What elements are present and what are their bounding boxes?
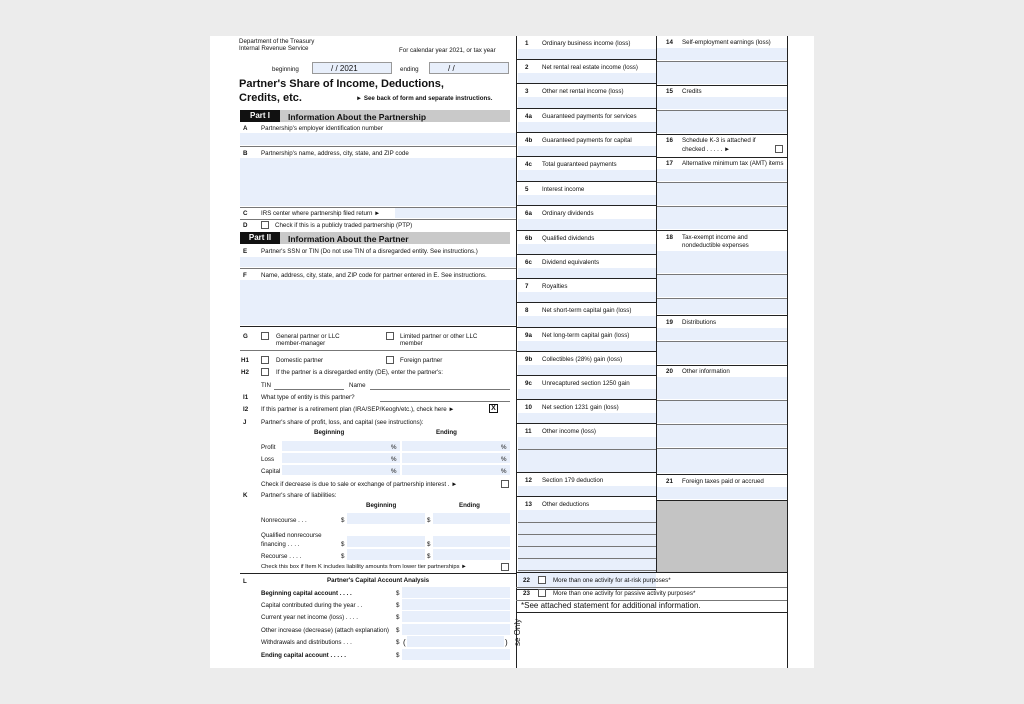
box-15-field[interactable] xyxy=(657,97,787,109)
box-12 xyxy=(517,473,656,497)
box-19-field[interactable] xyxy=(657,328,787,340)
box-21-label: Foreign taxes paid or accrued xyxy=(682,478,764,485)
box-1-label: Ordinary business income (loss) xyxy=(542,40,631,47)
box-12-field[interactable] xyxy=(518,486,656,496)
letter-e: E xyxy=(243,248,248,255)
label-k: Partner's share of liabilities: xyxy=(261,492,337,499)
box-6b-field[interactable] xyxy=(518,244,656,254)
letter-a: A xyxy=(243,125,248,132)
label-i1: What type of entity is this partner? xyxy=(261,394,355,401)
beginning-capital-field[interactable] xyxy=(402,587,510,598)
capital-label: Capital xyxy=(261,468,281,475)
paren-close: ) xyxy=(505,638,508,647)
box-6a-label: Ordinary dividends xyxy=(542,210,594,217)
rule xyxy=(657,474,787,475)
label-e: Partner's SSN or TIN (Do not use TIN of a disregarded entity. See instructions.) xyxy=(261,248,478,255)
letter-k: K xyxy=(243,492,248,499)
box-14-label: Self-employment earnings (loss) xyxy=(682,39,771,46)
dollar-sign: $ xyxy=(427,517,431,524)
part1-label: Part I xyxy=(240,110,280,122)
box-4c xyxy=(517,157,656,182)
rule xyxy=(657,157,787,158)
box-20-field-3[interactable] xyxy=(657,425,787,447)
disregarded-entity-checkbox[interactable] xyxy=(261,368,269,376)
box-9b-number: 9b xyxy=(525,356,533,363)
j-decrease-checkbox[interactable] xyxy=(501,480,509,488)
ending-label: ending xyxy=(400,66,419,73)
schedule-k3-checkbox[interactable] xyxy=(775,145,783,153)
box-14-field[interactable] xyxy=(657,48,787,60)
pct-sign: % xyxy=(391,456,397,463)
rule xyxy=(518,558,656,559)
l-row-withdrawals: Withdrawals and distributions . . . xyxy=(261,639,352,646)
box-20-field[interactable] xyxy=(657,377,787,399)
box-17-field[interactable] xyxy=(657,169,787,181)
general-partner-label-2: member-manager xyxy=(276,340,326,347)
rule xyxy=(516,572,788,573)
box-1-number: 1 xyxy=(525,40,529,47)
dollar-sign: $ xyxy=(341,553,345,560)
part2-title: Information About the Partner xyxy=(288,234,409,244)
box-4b-number: 4b xyxy=(525,137,533,144)
box-4b-field[interactable] xyxy=(518,146,656,156)
qualified-label-2: financing . . . . xyxy=(261,541,300,548)
dollar-sign: $ xyxy=(396,614,400,621)
net-income-field[interactable] xyxy=(402,611,510,622)
general-partner-checkbox[interactable] xyxy=(261,332,269,340)
rule xyxy=(516,587,788,588)
part1-header xyxy=(240,110,510,122)
pct-sign: % xyxy=(501,468,507,475)
part1-title: Information About the Partnership xyxy=(288,112,427,122)
j-decrease-label: Check if decrease is due to sale or exchange of partnership interest . ► xyxy=(261,481,458,488)
box-6a-field[interactable] xyxy=(518,219,656,230)
foreign-partner-checkbox[interactable] xyxy=(386,356,394,364)
partner-ssn-field[interactable] xyxy=(240,257,516,267)
box-19-number: 19 xyxy=(666,319,673,326)
box-2-number: 2 xyxy=(525,64,529,71)
box-10-field[interactable] xyxy=(518,413,656,423)
box-9c-field[interactable] xyxy=(518,389,656,399)
rule xyxy=(240,573,516,574)
recourse-label: Recourse . . . . xyxy=(261,553,302,560)
profit-beginning-field[interactable] xyxy=(282,441,400,451)
box-8-label: Net short-term capital gain (loss) xyxy=(542,307,632,314)
box-23-label: More than one activity for passive activity purposes* xyxy=(553,590,696,597)
nonrecourse-label: Nonrecourse . . . xyxy=(261,517,307,524)
box-11-field[interactable] xyxy=(518,437,656,472)
k-lower-tier-checkbox[interactable] xyxy=(501,563,509,571)
box-6a xyxy=(517,206,656,231)
j-beginning-header: Beginning xyxy=(314,429,345,436)
irs-center-field[interactable] xyxy=(395,208,516,218)
part2-label: Part II xyxy=(240,232,280,244)
rule xyxy=(657,315,787,316)
qualified-ending-field[interactable] xyxy=(433,536,510,547)
qualified-beginning-field[interactable] xyxy=(347,536,425,547)
box-6c xyxy=(517,255,656,279)
begin-date-field[interactable] xyxy=(312,62,392,74)
domestic-partner-label: Domestic partner xyxy=(276,357,324,364)
box-15-label: Credits xyxy=(682,88,702,95)
box-7-label: Royalties xyxy=(542,283,568,290)
box-7-number: 7 xyxy=(525,283,529,290)
box-4c-field[interactable] xyxy=(518,170,656,181)
profit-label: Profit xyxy=(261,444,276,451)
box-2-label: Net rental real estate income (loss) xyxy=(542,64,638,71)
box-10-label: Net section 1231 gain (loss) xyxy=(542,404,619,411)
rule xyxy=(240,219,516,220)
box-6b xyxy=(517,231,656,255)
box-9b xyxy=(517,352,656,376)
box-19-label: Distributions xyxy=(682,319,717,326)
box-11 xyxy=(517,424,656,473)
dollar-sign: $ xyxy=(396,627,400,634)
label-f: Name, address, city, state, and ZIP code for partner entered in E. See instructions. xyxy=(261,272,487,279)
box-18-field-3[interactable] xyxy=(657,299,787,314)
box-23-number: 23 xyxy=(523,590,530,597)
box-17-field-3[interactable] xyxy=(657,207,787,229)
profit-ending-field[interactable] xyxy=(402,441,510,451)
box-5 xyxy=(517,182,656,206)
paren-open: ( xyxy=(403,638,406,647)
box-3-field[interactable] xyxy=(518,97,656,108)
box-4b xyxy=(517,133,656,157)
label-j: Partner's share of profit, loss, and capital (see instructions): xyxy=(261,419,424,426)
letter-b: B xyxy=(243,150,248,157)
rule xyxy=(518,522,656,523)
box-13-label: Other deductions xyxy=(542,501,590,508)
right-column-edge xyxy=(787,572,788,668)
limited-partner-label-1: Limited partner or other LLC xyxy=(400,333,478,340)
begin-date-value: / / 2021 xyxy=(331,64,358,73)
label-b: Partnership's name, address, city, state, and ZIP code xyxy=(261,150,409,157)
dollar-sign: $ xyxy=(396,652,400,659)
k-lower-tier-label: Check this box if Item K includes liability amounts from lower tier partnerships ► xyxy=(261,564,467,570)
right-column-edge xyxy=(787,36,788,572)
box-10-number: 10 xyxy=(525,404,532,411)
k-ending-header: Ending xyxy=(459,502,480,509)
box-8-field[interactable] xyxy=(518,316,656,327)
ein-field[interactable] xyxy=(240,133,516,145)
letter-f: F xyxy=(243,272,247,279)
box-4b-label: Guaranteed payments for capital xyxy=(542,137,632,144)
retirement-plan-checkbox[interactable]: X xyxy=(489,404,498,413)
domestic-partner-checkbox[interactable] xyxy=(261,356,269,364)
dollar-sign: $ xyxy=(396,602,400,609)
box-20-field-2[interactable] xyxy=(657,401,787,423)
recourse-beginning-field[interactable] xyxy=(347,549,425,560)
label-c: IRS center where partnership filed return ► xyxy=(261,210,381,217)
rule xyxy=(657,365,787,366)
box-22-checkbox[interactable] xyxy=(538,576,546,584)
form-title-line1: Partner's Share of Income, Deductions, xyxy=(239,78,444,90)
letter-d: D xyxy=(243,222,248,229)
see-back-note: ► See back of form and separate instructions. xyxy=(356,95,493,102)
box-2 xyxy=(517,60,656,84)
box-4a-label: Guaranteed payments for services xyxy=(542,113,637,120)
nonrecourse-beginning-field[interactable] xyxy=(347,513,425,524)
box-1 xyxy=(517,36,656,60)
box-12-label: Section 179 deduction xyxy=(542,477,604,484)
part2-header xyxy=(240,232,510,244)
box-3-label: Other net rental income (loss) xyxy=(542,88,624,95)
loss-label: Loss xyxy=(261,456,275,463)
box-6a-number: 6a xyxy=(525,210,532,217)
box-18-number: 18 xyxy=(666,234,673,241)
dollar-sign: $ xyxy=(341,517,345,524)
letter-g: G xyxy=(243,333,248,340)
dollar-sign: $ xyxy=(427,553,431,560)
entity-type-field[interactable] xyxy=(380,401,510,402)
box-9c-number: 9c xyxy=(525,380,532,387)
box-21-field[interactable] xyxy=(657,487,787,499)
rule xyxy=(518,546,656,547)
box-8-number: 8 xyxy=(525,307,529,314)
box-5-field[interactable] xyxy=(518,195,656,205)
box-16-number: 16 xyxy=(666,137,673,144)
letter-h2: H2 xyxy=(241,369,249,376)
box-9a-field[interactable] xyxy=(518,341,656,351)
box-2-field[interactable] xyxy=(518,73,656,83)
box-18-field-2[interactable] xyxy=(657,275,787,297)
dept-label: Department of the Treasury xyxy=(239,38,315,45)
box-10 xyxy=(517,400,656,424)
box-20-number: 20 xyxy=(666,368,673,375)
letter-c: C xyxy=(243,210,248,217)
box-17-label: Alternative minimum tax (AMT) items xyxy=(682,160,784,167)
letter-h1: H1 xyxy=(241,357,249,364)
label-h2: If the partner is a disregarded entity (DE), enter the partner's: xyxy=(276,369,443,376)
box-11-number: 11 xyxy=(525,428,532,435)
box-22-label: More than one activity for at-risk purposes* xyxy=(553,577,671,584)
box-18-field[interactable] xyxy=(657,251,787,273)
partner-name-field[interactable] xyxy=(240,280,516,325)
other-increase-field[interactable] xyxy=(402,624,510,635)
box-4a-number: 4a xyxy=(525,113,532,120)
limited-partner-checkbox[interactable] xyxy=(386,332,394,340)
box-9a-number: 9a xyxy=(525,332,532,339)
box-18-label: Tax-exempt income and xyxy=(682,234,748,241)
box-13-number: 13 xyxy=(525,501,532,508)
box-6b-label: Qualified dividends xyxy=(542,235,595,242)
box-3 xyxy=(517,84,656,109)
letter-j: J xyxy=(243,419,247,426)
partnership-name-field[interactable] xyxy=(240,158,516,206)
pct-sign: % xyxy=(391,444,397,451)
capital-beginning-field[interactable] xyxy=(282,465,400,475)
box-8 xyxy=(517,303,656,328)
k-beginning-header: Beginning xyxy=(366,502,397,509)
box-14-number: 14 xyxy=(666,39,673,46)
box-6c-field[interactable] xyxy=(518,268,656,278)
rule xyxy=(657,134,787,135)
pct-sign: % xyxy=(501,444,507,451)
dollar-sign: $ xyxy=(396,639,400,646)
box-9b-field[interactable] xyxy=(518,365,656,375)
rule xyxy=(516,612,788,613)
irs-use-only-label: se Only xyxy=(513,618,522,646)
box-4c-number: 4c xyxy=(525,161,532,168)
box-15-number: 15 xyxy=(666,88,673,95)
capital-analysis-title: Partner's Capital Account Analysis xyxy=(327,577,430,584)
letter-i2: I2 xyxy=(243,406,249,413)
j-ending-header: Ending xyxy=(436,429,457,436)
tin-field[interactable] xyxy=(274,389,344,390)
box-4a-field[interactable] xyxy=(518,122,656,132)
loss-beginning-field[interactable] xyxy=(282,453,400,463)
box-7-field[interactable] xyxy=(518,292,656,302)
beginning-label: beginning xyxy=(272,66,299,73)
box-16-label: Schedule K-3 is attached if xyxy=(682,137,756,144)
rule xyxy=(657,85,787,86)
box-11-label: Other income (loss) xyxy=(542,428,596,435)
box-16-label-2: checked . . . . . ► xyxy=(682,146,731,153)
box-19-field-2[interactable] xyxy=(657,342,787,364)
label-d: Check if this is a publicly traded partnership (PTP) xyxy=(275,222,413,229)
calendar-year-label: For calendar year 2021, or tax year xyxy=(399,47,496,54)
letter-i1: I1 xyxy=(243,394,249,401)
ptp-checkbox[interactable] xyxy=(261,221,269,229)
de-name-field[interactable] xyxy=(370,389,510,390)
box-9a xyxy=(517,328,656,352)
box-12-number: 12 xyxy=(525,477,532,484)
foreign-partner-label: Foreign partner xyxy=(400,357,443,364)
letter-l: L xyxy=(243,578,247,585)
l-row-net-income: Current year net income (loss) . . . . xyxy=(261,614,358,621)
rule xyxy=(240,326,516,327)
box-14-field-2[interactable] xyxy=(657,62,787,84)
rule xyxy=(240,268,516,269)
l-row-contributed: Capital contributed during the year . . xyxy=(261,602,363,609)
label-a: Partnership's employer identification number xyxy=(261,125,383,132)
box-9b-label: Collectibles (28%) gain (loss) xyxy=(542,356,623,363)
form-title-line2: Credits, etc. xyxy=(239,92,302,104)
box-6c-label: Dividend equivalents xyxy=(542,259,600,266)
box-20-label: Other information xyxy=(682,368,730,375)
box-20-field-4[interactable] xyxy=(657,449,787,473)
capital-contributed-field[interactable] xyxy=(402,599,510,610)
box-9a-label: Net long-term capital gain (loss) xyxy=(542,332,630,339)
box-4a xyxy=(517,109,656,133)
de-name-label: Name xyxy=(349,382,366,389)
box-4c-label: Total guaranteed payments xyxy=(542,161,617,168)
box-17-field-2[interactable] xyxy=(657,183,787,205)
tin-label: TIN xyxy=(261,382,271,389)
box-9c xyxy=(517,376,656,400)
limited-partner-label-2: member xyxy=(400,340,423,347)
box-21-number: 21 xyxy=(666,478,673,485)
l-row-beginning: Beginning capital account . . . . xyxy=(261,590,352,597)
rule xyxy=(240,350,516,351)
capital-ending-field[interactable] xyxy=(402,465,510,475)
withdrawals-field[interactable] xyxy=(407,636,504,647)
box-6b-number: 6b xyxy=(525,235,533,242)
l-row-other-increase: Other increase (decrease) (attach explanation) xyxy=(261,627,389,634)
box-6c-number: 6c xyxy=(525,259,532,266)
dollar-sign: $ xyxy=(427,541,431,548)
nonrecourse-ending-field[interactable] xyxy=(433,513,510,524)
rule xyxy=(240,146,516,147)
rule xyxy=(518,570,656,571)
dollar-sign: $ xyxy=(396,590,400,597)
rule xyxy=(657,230,787,231)
box-3-number: 3 xyxy=(525,88,529,95)
rule xyxy=(518,449,656,450)
box-17-number: 17 xyxy=(666,160,673,167)
end-date-field[interactable] xyxy=(429,62,509,74)
box-9c-label: Unrecaptured section 1250 gain xyxy=(542,380,630,387)
box-1-field[interactable] xyxy=(518,49,656,59)
box-5-number: 5 xyxy=(525,186,529,193)
box-5-label: Interest income xyxy=(542,186,585,193)
end-date-value: / / xyxy=(448,64,455,73)
box-15-field-2[interactable] xyxy=(657,111,787,133)
loss-ending-field[interactable] xyxy=(402,453,510,463)
pct-sign: % xyxy=(501,456,507,463)
box-18-label-2: nondeductible expenses xyxy=(682,242,749,249)
ending-capital-field[interactable] xyxy=(402,649,510,660)
attached-statement-note: *See attached statement for additional information. xyxy=(521,601,701,610)
box-7 xyxy=(517,279,656,303)
shaded-area xyxy=(657,501,787,572)
recourse-ending-field[interactable] xyxy=(433,549,510,560)
dollar-sign: $ xyxy=(341,541,345,548)
general-partner-label-1: General partner or LLC xyxy=(276,333,340,340)
label-i2: If this partner is a retirement plan (IRA/SEP/Keogh/etc.), check here ► xyxy=(261,406,455,413)
pct-sign: % xyxy=(391,468,397,475)
qualified-label-1: Qualified nonrecourse xyxy=(261,532,322,539)
rule xyxy=(518,534,656,535)
l-row-ending: Ending capital account . . . . . xyxy=(261,652,346,659)
schedule-k1-form xyxy=(210,36,814,668)
irs-label: Internal Revenue Service xyxy=(239,45,309,52)
box-23-checkbox[interactable] xyxy=(538,589,546,597)
box-22-number: 22 xyxy=(523,577,530,584)
